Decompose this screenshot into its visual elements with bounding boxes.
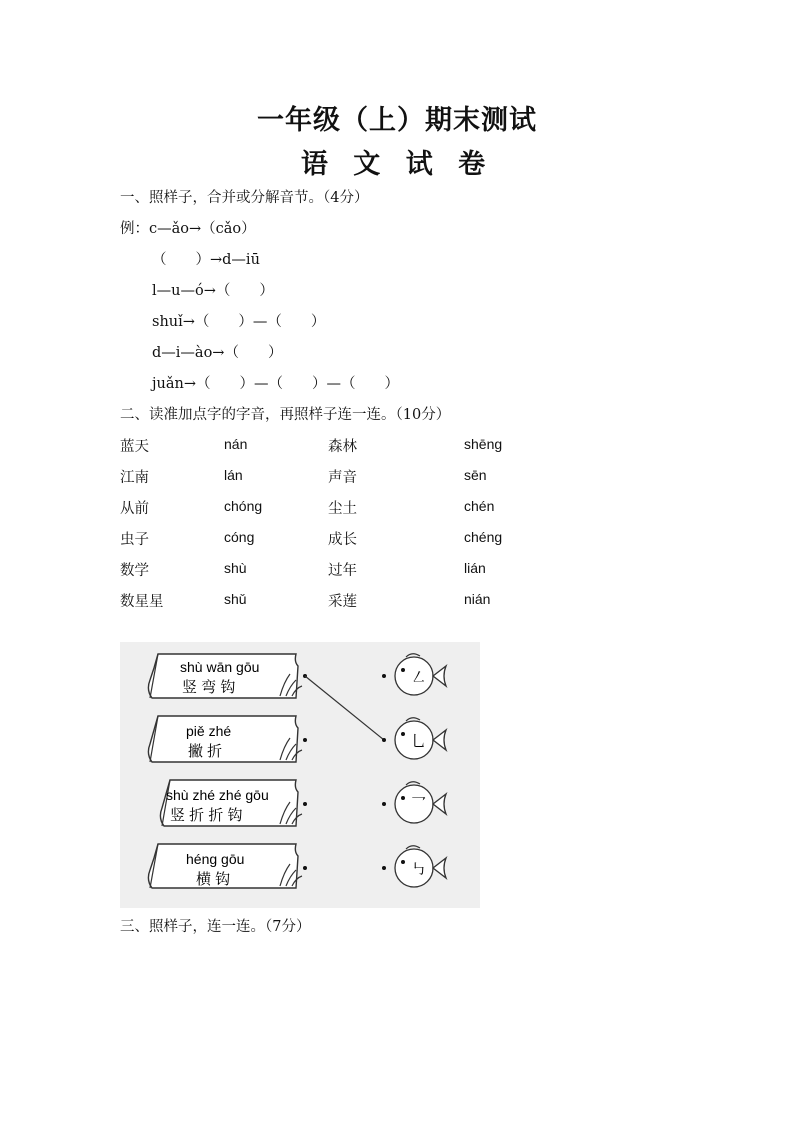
section1-heading: 一、照样子，合并或分解音节。（4分） <box>120 190 369 206</box>
section1-item-3: shuǐ→（ ）—（ ） <box>152 314 326 330</box>
word-left: 虫子 <box>120 532 149 548</box>
stroke-glyph: ㇉ <box>411 861 427 878</box>
stroke-glyph: 乚 <box>411 733 427 750</box>
word-left: 蓝天 <box>120 439 149 455</box>
section1-example: 例：c—ǎo→（cǎo） <box>120 221 256 237</box>
stroke-glyph: ㇜ <box>411 669 427 686</box>
pinyin-right: shēng <box>464 436 503 452</box>
fish-dot <box>382 802 386 806</box>
card-dot <box>303 802 307 806</box>
pinyin-right: chén <box>464 498 495 514</box>
word-right: 采莲 <box>328 594 357 610</box>
stroke-card <box>148 844 302 888</box>
card-hanzi: 竖 折 折 钩 <box>170 807 243 824</box>
section1-item-1: （ ）→d—iū <box>152 252 260 268</box>
pinyin-left: lán <box>224 467 243 483</box>
pinyin-right: sēn <box>464 467 487 483</box>
fish-dot <box>382 674 386 678</box>
card-pinyin: piě zhé <box>186 723 232 739</box>
card-hanzi: 横 钩 <box>196 871 231 888</box>
fish-dot <box>382 866 386 870</box>
pinyin-right: nián <box>464 591 491 607</box>
stroke-glyph: 乛 <box>411 796 427 813</box>
card-hanzi: 撇 折 <box>188 743 223 760</box>
section1-item-5: juǎn→（ ）—（ ）—（ ） <box>152 376 399 392</box>
section1-item-2: l—u—ó→（ ） <box>152 283 274 299</box>
section2-heading: 二、读准加点字的字音，再照样子连一连。（10分） <box>120 407 451 423</box>
card-hanzi: 竖 弯 钩 <box>182 679 236 696</box>
stroke-matching-figure <box>120 642 480 908</box>
word-left: 数星星 <box>120 594 164 610</box>
card-pinyin: shù zhé zhé gōu <box>166 787 269 803</box>
card-pinyin: shù wān gōu <box>180 659 260 675</box>
card-pinyin: héng gōu <box>186 851 245 867</box>
card-dot <box>303 738 307 742</box>
section3-heading: 三、照样子，连一连。（7分） <box>120 919 311 935</box>
word-right: 声音 <box>328 470 357 486</box>
pinyin-left: nán <box>224 436 248 452</box>
word-left: 江南 <box>120 470 149 486</box>
stroke-card <box>160 780 302 826</box>
word-left: 数学 <box>120 563 149 579</box>
word-right: 成长 <box>328 532 357 548</box>
pinyin-right: chéng <box>464 529 503 545</box>
pinyin-left: shù <box>224 560 247 576</box>
section1-item-4: d—i—ào→（ ） <box>152 345 283 361</box>
pinyin-left: shǔ <box>224 591 247 607</box>
word-right: 过年 <box>328 563 357 579</box>
pinyin-left: cóng <box>224 529 255 545</box>
word-right: 尘土 <box>328 501 357 517</box>
pinyin-left: chóng <box>224 498 263 514</box>
page-title: 一年级（上）期末测试 <box>257 105 537 136</box>
stroke-card <box>148 716 302 762</box>
word-left: 从前 <box>120 501 149 517</box>
fish-dot <box>382 738 386 742</box>
card-dot <box>303 866 307 870</box>
word-right: 森林 <box>328 439 357 455</box>
stroke-card <box>148 654 302 698</box>
pinyin-right: lián <box>464 560 486 576</box>
page-subtitle: 语 文 试 卷 <box>300 149 494 180</box>
